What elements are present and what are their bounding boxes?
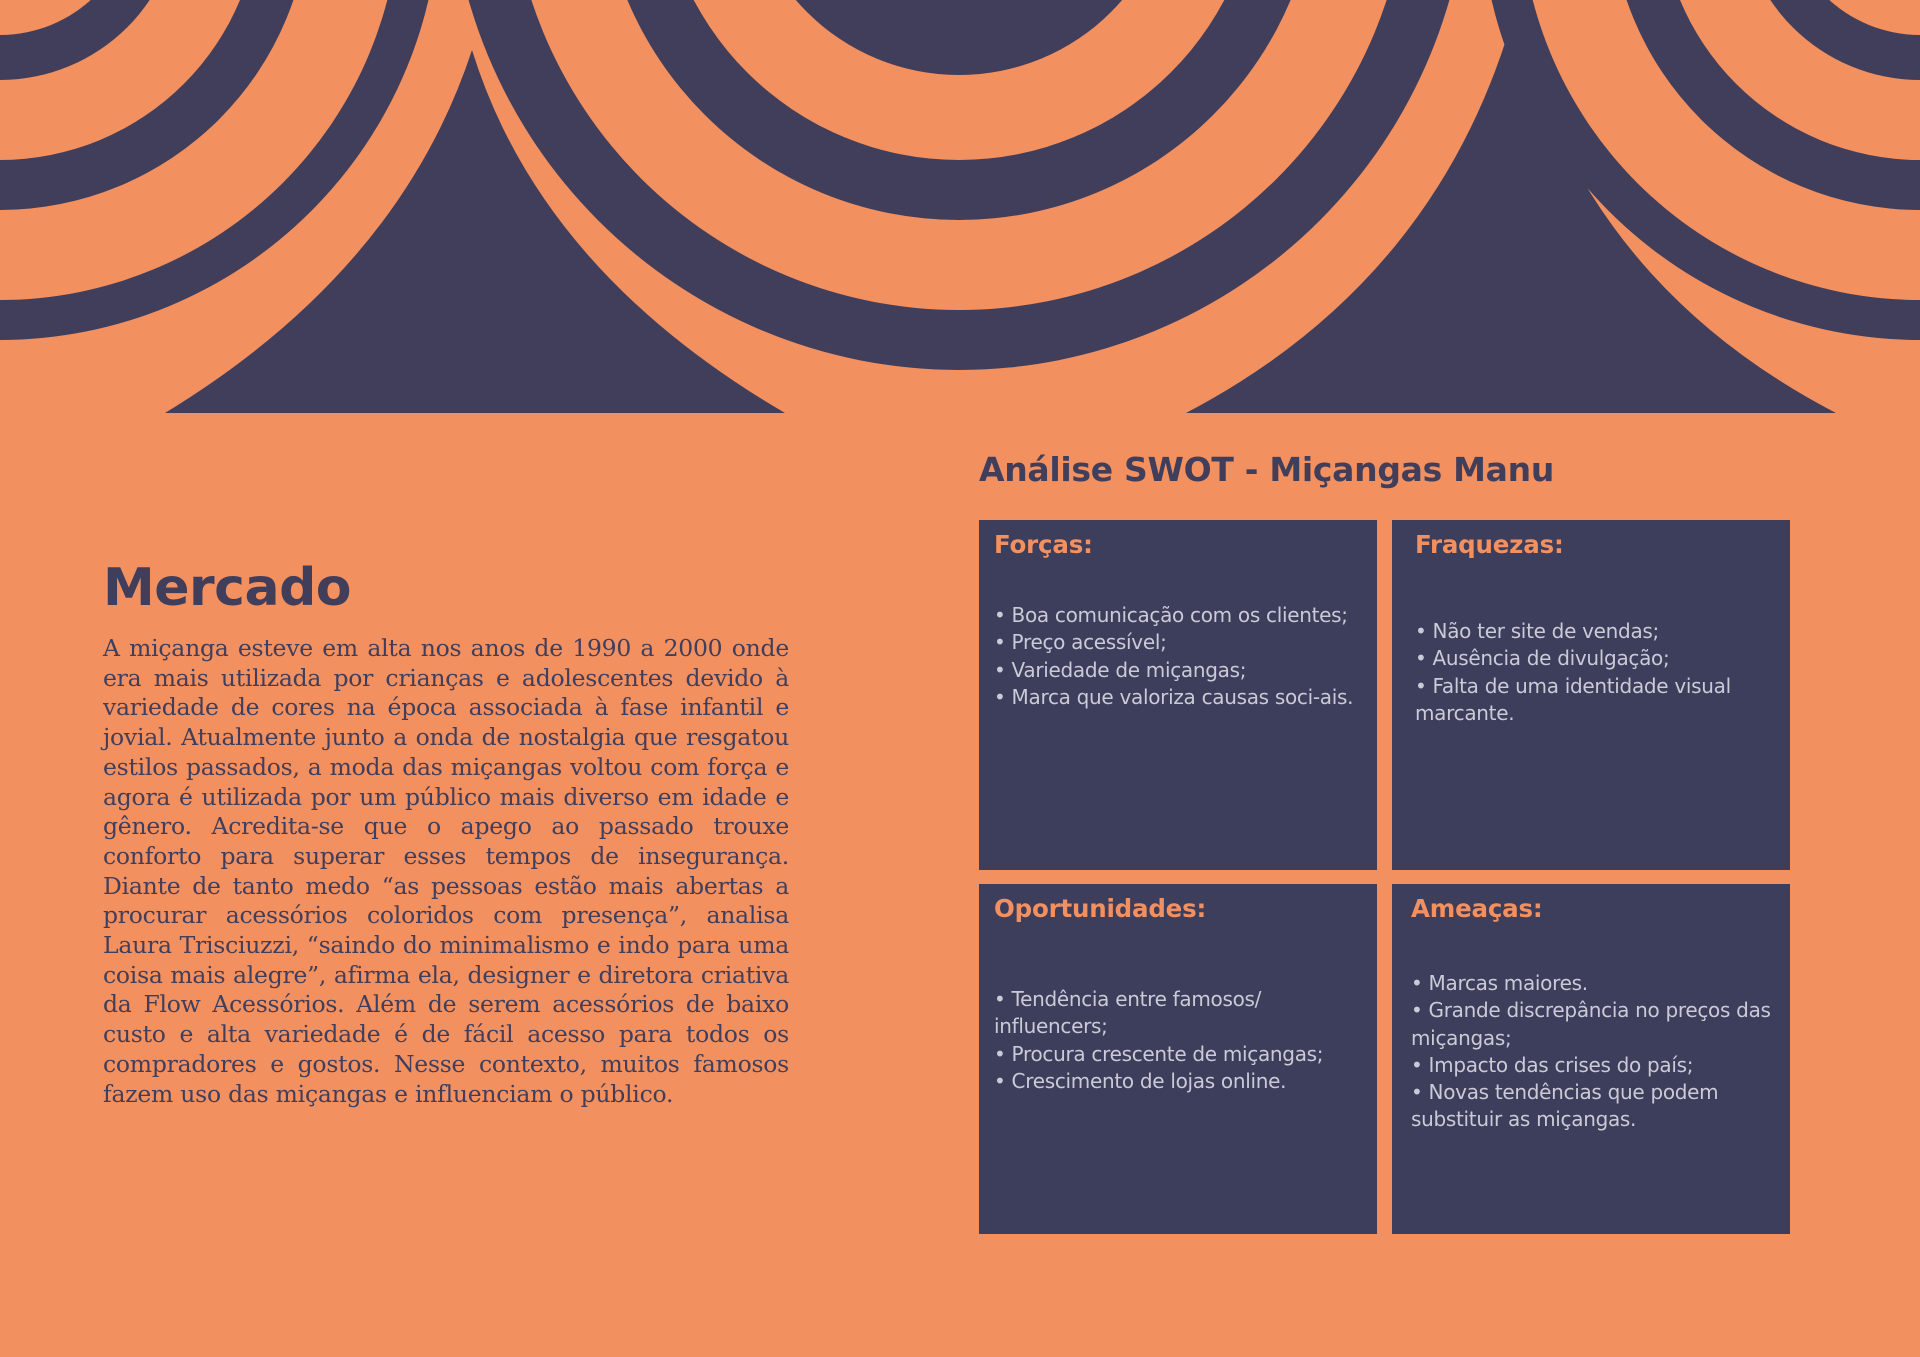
ameacas-title: Ameaças: xyxy=(1411,894,1543,923)
list-item: • Marcas maiores. xyxy=(1411,971,1588,995)
list-item: • Falta de uma identidade visual marcante. xyxy=(1415,673,1731,725)
list-item: • Crescimento de lojas online. xyxy=(994,1068,1287,1093)
list-item: • Impacto das crises do país; xyxy=(1411,1052,1694,1077)
swot-box-oportunidades xyxy=(979,884,1377,1234)
swot-box-fraquezas xyxy=(1392,520,1790,870)
mercado-body-text: A miçanga esteve em alta nos anos de 1990 a 2000 onde era mais utilizada por crianças e adolescentes devido à variedade de cores na época associada à fase infantil e jovial. Atualmente junto a onda de nostalgia que resgatou estilos passados, a moda das miçangas voltou com força e agora é utilizada por um público mais diverso em idade e gênero. Acredita-se que o apego ao passado trouxe conforto para superar esses tempos de insegurança. Diante de tanto medo “as pessoas estão mais abertas a procurar acessórios coloridos com presença”, analisa Laura Trisciuzzi, “saindo do minimalismo e indo para uma coisa mais alegre”, afirma ela, designer e diretora criativa da Flow Acessórios. Além de serem acessórios de baixo custo e alta variedade é de fácil acesso para todos os compradores e gostos. Nesse contexto, muitos famosos fazem uso das miçangas e influenciam o público. xyxy=(103,634,789,1108)
list-item: • Novas tendências que podem substituir as miçangas. xyxy=(1411,1080,1719,1132)
list-item: • Tendência entre famosos/ influencers; xyxy=(994,987,1262,1039)
swot-box-forcas xyxy=(979,520,1377,870)
fraquezas-title: Fraquezas: xyxy=(1415,530,1564,559)
mercado-title: Mercado xyxy=(103,558,352,618)
list-item: • Ausência de divulgação; xyxy=(1415,646,1670,671)
list-item: • Não ter site de vendas; xyxy=(1415,619,1659,643)
list-item: • Marca que valoriza causas soci-ais. xyxy=(994,684,1354,709)
oportunidades-list xyxy=(994,986,1363,1095)
oportunidades-title: Oportunidades: xyxy=(994,894,1207,923)
forcas-list xyxy=(994,602,1363,711)
fraquezas-list xyxy=(1415,618,1776,727)
list-item: • Preço acessível; xyxy=(994,630,1167,655)
swot-title: Análise SWOT - Miçangas Manu xyxy=(979,450,1555,489)
list-item: • Boa comunicação com os clientes; xyxy=(994,603,1348,627)
list-item: • Grande discrepância no preços das miçangas; xyxy=(1411,998,1771,1050)
list-item: • Procura crescente de miçangas; xyxy=(994,1041,1324,1066)
swot-box-ameacas xyxy=(1392,884,1790,1234)
decorative-arch-pattern xyxy=(0,0,1920,420)
list-item: • Variedade de miçangas; xyxy=(994,657,1247,682)
forcas-title: Forças: xyxy=(994,530,1093,559)
ameacas-list xyxy=(1411,970,1776,1134)
